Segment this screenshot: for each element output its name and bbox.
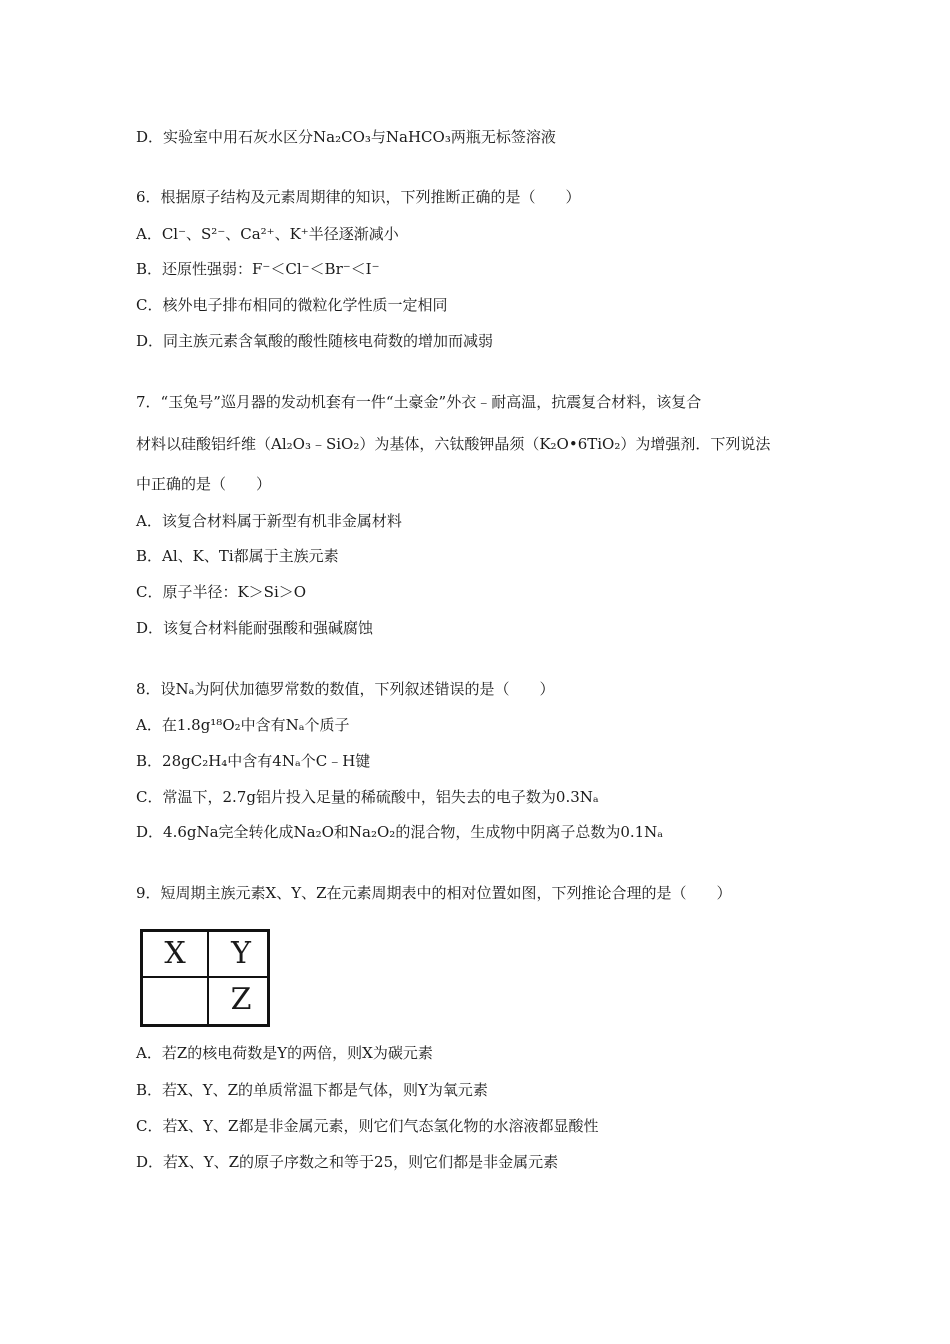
q8-option-b: B．28gC₂H₄中含有4Nₐ个C﹣H键: [136, 752, 371, 770]
q7-option-b: B．Al、K、Ti都属于主族元素: [136, 547, 339, 565]
q6-stem: 6．根据原子结构及元素周期律的知识，下列推断正确的是（ ）: [136, 188, 581, 206]
q8-stem: 8．设Nₐ为阿伏加德罗常数的数值，下列叙述错误的是（ ）: [136, 680, 555, 698]
q8-option-d: D．4.6gNa完全转化成Na₂O和Na₂O₂的混合物，生成物中阴离子总数为0.1Nₐ: [136, 823, 664, 841]
cell-x: X: [164, 936, 186, 971]
periodic-position-table: [140, 929, 270, 1027]
q7-stem-line1: 7．“玉兔号”巡月器的发动机套有一件“土豪金”外衣﹣耐高温，抗震复合材料，该复合: [136, 393, 702, 411]
q9-option-b: B．若X、Y、Z的单质常温下都是气体，则Y为氧元素: [136, 1081, 488, 1099]
q7-stem-line3: 中正确的是（ ）: [136, 475, 272, 493]
q8-option-c: C．常温下，2.7g铝片投入足量的稀硫酸中，铝失去的电子数为0.3Nₐ: [136, 788, 599, 806]
q7-option-a: A．该复合材料属于新型有机非金属材料: [136, 512, 402, 530]
cell-z: Z: [230, 982, 252, 1017]
q9-stem: 9．短周期主族元素X、Y、Z在元素周期表中的相对位置如图，下列推论合理的是（ ）: [136, 884, 732, 902]
q7-option-c: C．原子半径：K＞Si＞O: [136, 583, 307, 601]
q5-option-d: D．实验室中用石灰水区分Na₂CO₃与NaHCO₃两瓶无标签溶液: [136, 128, 556, 146]
q6-option-c: C．核外电子排布相同的微粒化学性质一定相同: [136, 296, 448, 314]
q7-stem-line2: 材料以硅酸铝纤维（Al₂O₃﹣SiO₂）为基体，六钛酸钾晶须（K₂O•6TiO₂）为增强剂．下列说法: [136, 435, 771, 453]
q9-option-d: D．若X、Y、Z的原子序数之和等于25，则它们都是非金属元素: [136, 1153, 559, 1171]
q8-option-a: A．在1.8g¹⁸O₂中含有Nₐ个质子: [136, 716, 350, 734]
q9-option-c: C．若X、Y、Z都是非金属元素，则它们气态氢化物的水溶液都显酸性: [136, 1117, 599, 1135]
q7-option-d: D．该复合材料能耐强酸和强碱腐蚀: [136, 619, 374, 637]
q6-option-a: A．Cl⁻、S²⁻、Ca²⁺、K⁺半径逐渐减小: [136, 225, 399, 243]
q6-option-d: D．同主族元素含氧酸的酸性随核电荷数的增加而减弱: [136, 332, 494, 350]
cell-y: Y: [231, 936, 251, 971]
q6-option-b: B．还原性强弱：F⁻＜Cl⁻＜Br⁻＜I⁻: [136, 260, 380, 278]
q9-option-a: A．若Z的核电荷数是Y的两倍，则X为碳元素: [136, 1044, 433, 1062]
